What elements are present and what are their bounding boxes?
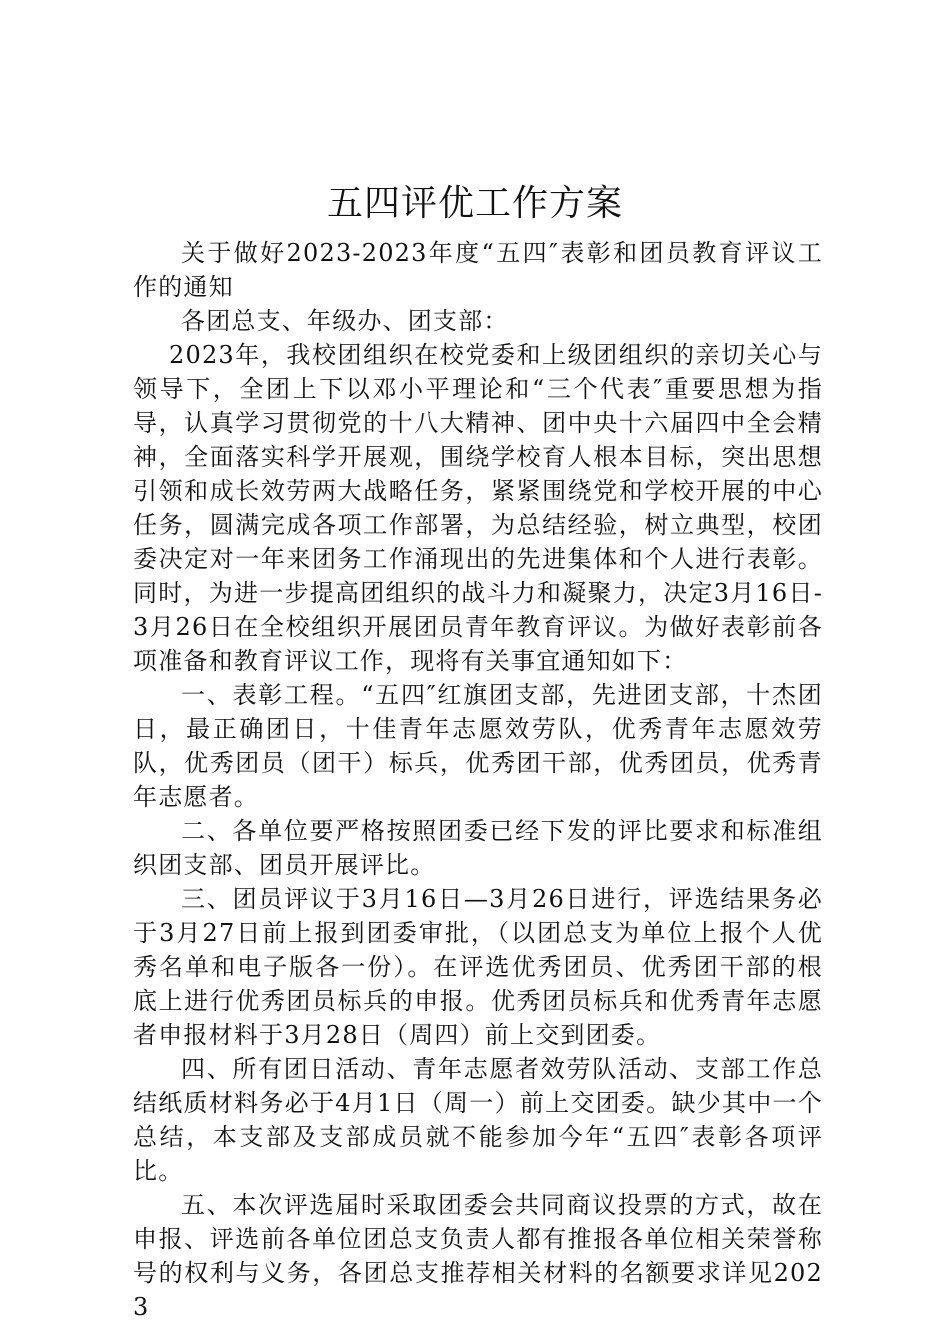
notice-heading-paragraph: 关于做好2023-2023年度“五四″表彰和团员教育评议工作的通知	[133, 239, 823, 301]
intro-paragraph: 2023年，我校团组织在校党委和上级团组织的亲切关心与领导下，全团上下以邓小平理论和“三个代表″重要思想为指导，认真学习贯彻党的十八大精神、团中央十六届四中全会精神，全面落实科学开展观，围绕学校育人根本目标，突出思想引领和成长效劳两大战略任务，紧紧围绕党和学校开展的中心任务，圆满完成各项工作部署，为总结经验，树立典型，校团委决定对一年来团务工作涌现出的先进集体和个人进行表彰。同时，为进一步提高团组织的战斗力和凝聚力，决定3月16日-3月26日在全校组织开展团员青年教育评议。为做好表彰前各项准备和教育评议工作，现将有关事宜通知如下：	[133, 341, 823, 675]
salutation-paragraph: 各团总支、年级办、团支部：	[181, 307, 509, 335]
section-2-paragraph: 二、各单位要严格按照团委已经下发的评比要求和标准组织团支部、团员开展评比。	[133, 817, 823, 879]
document-body	[133, 236, 823, 1324]
section-1-paragraph: 一、表彰工程。“五四″红旗团支部，先进团支部，十杰团日，最正确团日，十佳青年志愿效劳队，优秀青年志愿效劳队，优秀团员（团干）标兵，优秀团干部，优秀团员，优秀青年志愿者。	[133, 681, 823, 811]
document-title: 五四评优工作方案	[326, 183, 623, 224]
section-4-paragraph: 四、所有团日活动、青年志愿者效劳队活动、支部工作总结纸质材料务必于4月1日（周一）前上交团委。缺少其中一个总结，本支部及支部成员就不能参加今年“五四″表彰各项评比。	[133, 1055, 823, 1185]
section-5-paragraph: 五、本次评选届时采取团委会共同商议投票的方式，故在申报、评选前各单位团总支负责人都有推报各单位相关荣誉称号的权利与义务，各团总支推荐相关材料的名额要求详见2023	[133, 1191, 823, 1321]
section-3-paragraph: 三、团员评议于3月16日—3月26日进行，评选结果务必于3月27日前上报到团委审批，（以团总支为单位上报个人优秀名单和电子版各一份）。在评选优秀团员、优秀团干部的根底上进行优秀团员标兵的申报。优秀团员标兵和优秀青年志愿者申报材料于3月28日（周四）前上交到团委。	[133, 885, 823, 1049]
